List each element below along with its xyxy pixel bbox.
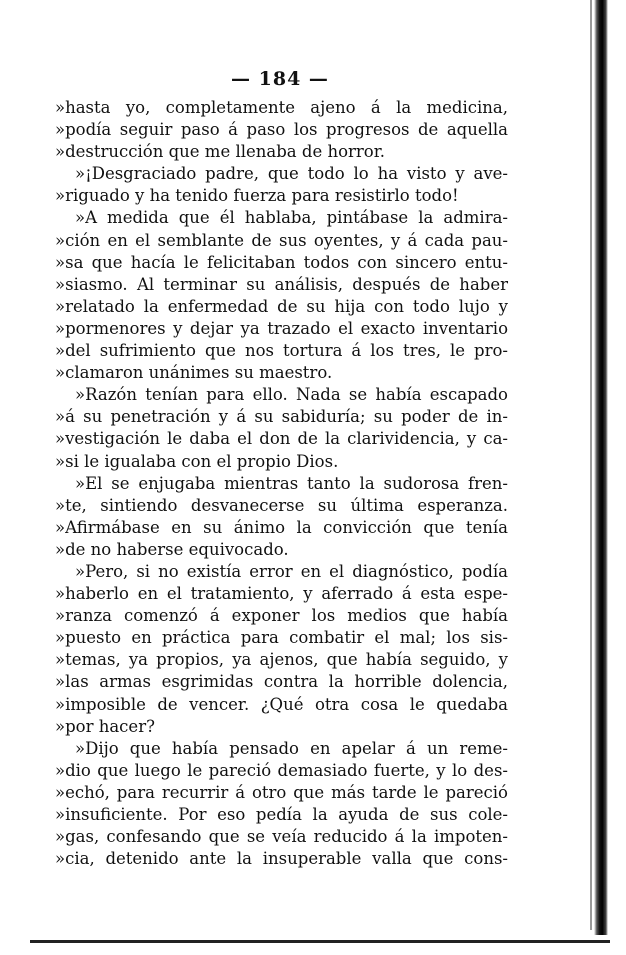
text-line: »Pero, si no existía error en el diagnóstico, podía (75, 561, 508, 581)
text-line: »relatado la enfermedad de su hija con todo lujo y (55, 296, 508, 316)
text-line: »las armas esgrimidas contra la horrible dolencia, (55, 672, 508, 692)
text-line: »echó, para recurrir á otro que más tarde le pareció (55, 782, 508, 802)
text-line: »ción en el semblante de sus oyentes, y á cada pau- (55, 230, 508, 250)
text-line: »de no haberse equivocado. (55, 539, 289, 559)
text-line: »á su penetración y á su sabiduría; su poder de in- (55, 407, 508, 427)
text-line: »del sufrimiento que nos tortura á los tres, le pro- (55, 341, 508, 361)
text-line: »cia, detenido ante la insuperable valla que cons- (55, 849, 508, 869)
text-line: »riguado y ha tenido fuerza para resistirlo todo! (55, 186, 459, 206)
text-line: »¡Desgraciado padre, que todo lo ha visto y ave- (75, 164, 508, 184)
text-line: »temas, ya propios, ya ajenos, que había seguido, y (55, 650, 508, 670)
scan-edge-shadow (590, 0, 592, 930)
text-line: »dio que luego le pareció demasiado fuerte, y lo des- (55, 760, 508, 780)
text-line: »imposible de vencer. ¿Qué otra cosa le quedaba (55, 694, 508, 714)
page-number: — 184 — (231, 68, 329, 90)
text-line: »El se enjugaba mientras tanto la sudorosa fren- (75, 473, 508, 493)
text-line: »Afirmábase en su ánimo la convicción que tenía (55, 517, 508, 537)
text-line: »ranza comenzó á exponer los medios que había (55, 606, 508, 626)
body-text (55, 97, 508, 870)
text-line: »clamaron unánimes su maestro. (55, 363, 333, 383)
bottom-rule (30, 940, 610, 943)
text-line: »A medida que él hablaba, pintábase la admira- (75, 208, 508, 228)
text-line: »siasmo. Al terminar su análisis, después de haber (55, 274, 508, 294)
text-line: »Razón tenían para ello. Nada se había escapado (75, 385, 508, 405)
text-line: »si le igualaba con el propio Dios. (55, 451, 339, 471)
text-line: »insuficiente. Por eso pedía la ayuda de sus cole- (55, 805, 508, 824)
text-line: »haberlo en el tratamiento, y aferrado á esta espe- (55, 584, 508, 604)
book-spine-edge (594, 0, 608, 935)
text-line: »puesto en práctica para combatir el mal; los sis- (55, 628, 508, 648)
text-line: »gas, confesando que se veía reducido á la impoten- (55, 827, 508, 847)
text-line: »sa que hacía le felicitaban todos con sincero entu- (55, 252, 508, 272)
text-line: »vestigación le daba el don de la clarividencia, y ca- (55, 429, 508, 449)
text-line: »destrucción que me llenaba de horror. (55, 142, 386, 162)
text-line: »por hacer? (55, 716, 155, 736)
text-line: »Dijo que había pensado en apelar á un reme- (75, 738, 508, 758)
text-line: »te, sintiendo desvanecerse su última esperanza. (55, 495, 508, 515)
text-line: »hasta yo, completamente ajeno á la medicina, (55, 98, 508, 117)
text-line: »pormenores y dejar ya trazado el exacto inventario (55, 318, 508, 338)
text-line: »podía seguir paso á paso los progresos de aquella (55, 120, 508, 140)
